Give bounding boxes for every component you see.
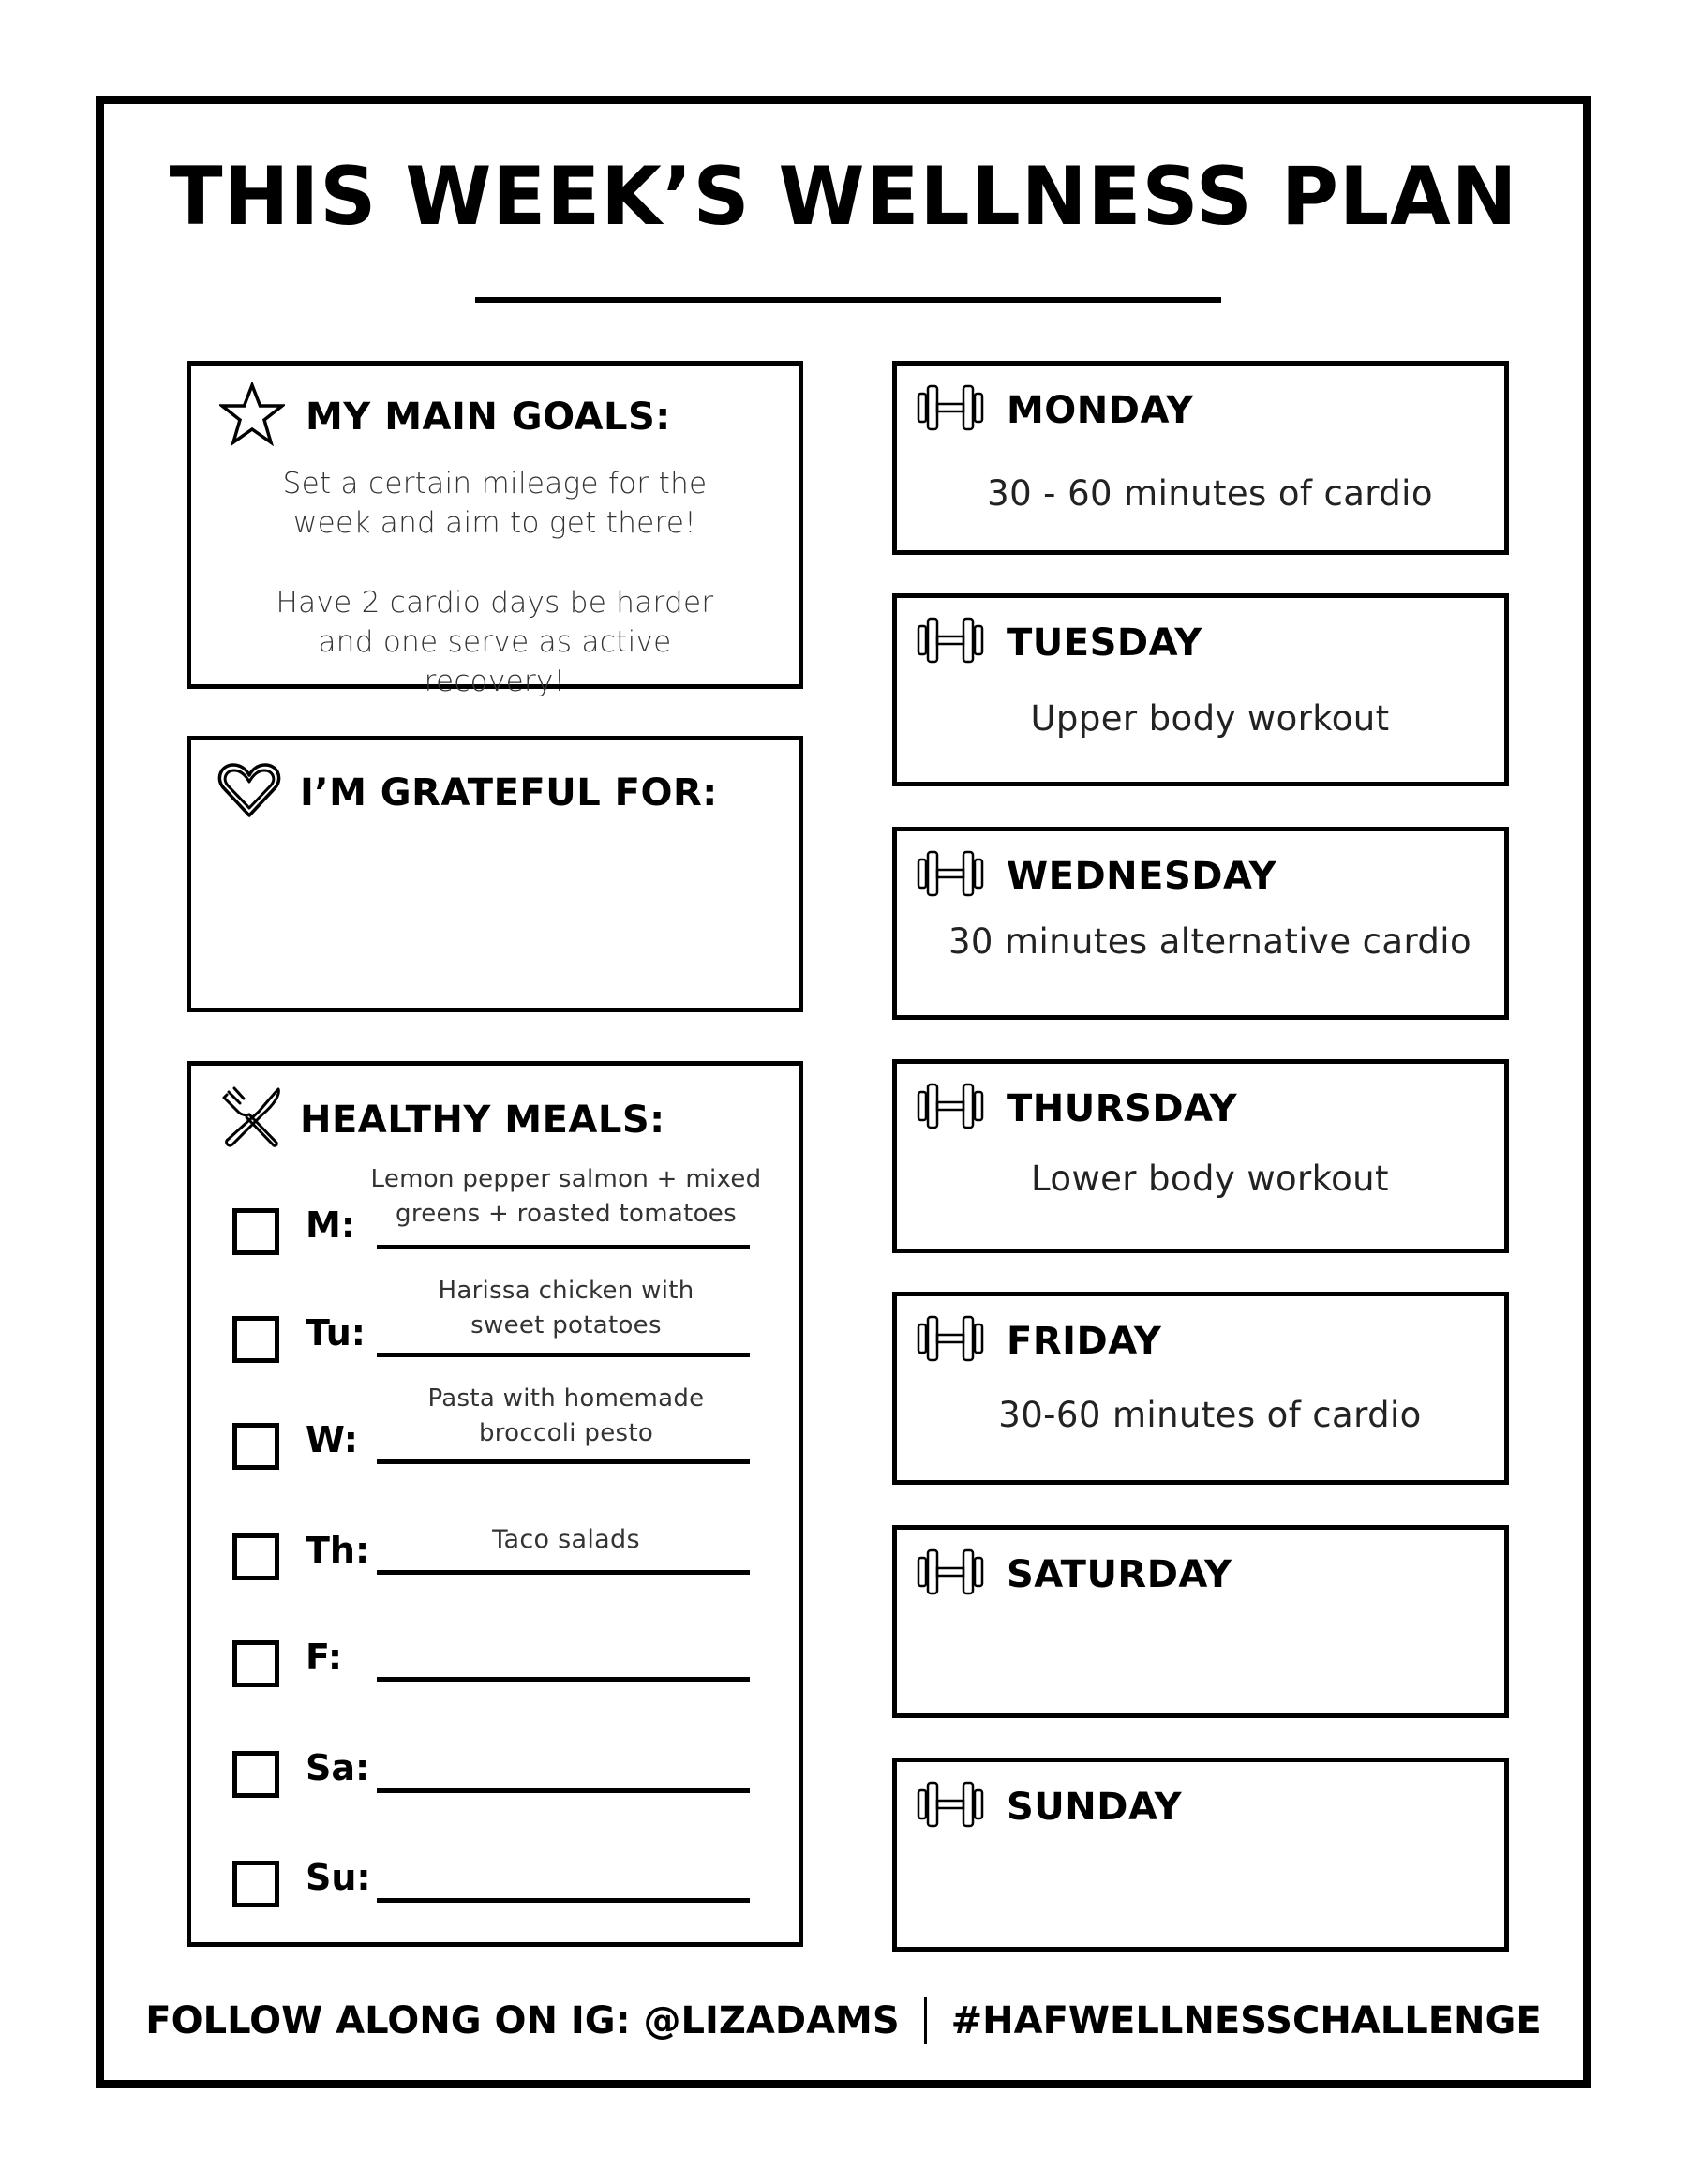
day-header	[917, 1781, 1182, 1832]
grateful-input-area[interactable]	[210, 844, 780, 989]
meal-text-line2: greens + roasted tomatoes	[396, 1200, 737, 1228]
day-workout[interactable]: Upper body workout	[1030, 698, 1390, 739]
day-name: SATURDAY	[1007, 1552, 1232, 1596]
meal-entry-line-saturday[interactable]	[377, 1788, 750, 1793]
dumbbell-icon	[917, 1781, 984, 1832]
meal-checkbox-monday[interactable]	[232, 1208, 279, 1255]
heart-icon	[217, 761, 281, 824]
dumbbell-icon	[917, 1315, 984, 1367]
goals-header	[219, 382, 671, 451]
meal-entry-line-monday[interactable]	[377, 1245, 750, 1249]
dumbbell-icon	[917, 1548, 984, 1600]
meal-label: Su:	[306, 1857, 371, 1898]
dumbbell-icon	[917, 850, 984, 902]
day-header	[917, 850, 1276, 902]
day-header	[917, 1548, 1232, 1600]
goal-item: Have 2 cardio days be harder and one serve as active recovery!	[276, 586, 714, 698]
dumbbell-icon	[917, 1083, 984, 1134]
page-title: THIS WEEK’S WELLNESS PLAN	[169, 150, 1518, 244]
day-name: MONDAY	[1007, 388, 1194, 432]
star-icon	[219, 382, 285, 451]
meal-label: Tu:	[306, 1312, 366, 1354]
day-box-wednesday	[892, 827, 1509, 1020]
meal-entry-line-tuesday[interactable]	[377, 1353, 750, 1357]
grateful-header	[217, 761, 718, 824]
meal-entry-line-wednesday[interactable]	[377, 1459, 750, 1464]
meal-label: M:	[306, 1204, 356, 1246]
title-underline	[475, 297, 1221, 303]
day-box-monday	[892, 361, 1509, 555]
grateful-box	[187, 736, 803, 1012]
day-name: FRIDAY	[1007, 1319, 1162, 1363]
footer-hashtag: #HAFWELLNESSCHALLENGE	[950, 1999, 1542, 2042]
footer-divider	[924, 1997, 927, 2044]
day-box-saturday	[892, 1525, 1509, 1718]
day-header	[917, 617, 1202, 668]
day-workout[interactable]: 30 - 60 minutes of cardio	[987, 473, 1433, 514]
footer	[0, 1993, 1687, 2049]
meal-checkbox-friday[interactable]	[232, 1640, 279, 1687]
meal-label: Th:	[306, 1530, 370, 1571]
day-workout[interactable]: Lower body workout	[1031, 1159, 1389, 1199]
day-name: TUESDAY	[1007, 621, 1202, 665]
meal-checkbox-sunday[interactable]	[232, 1861, 279, 1907]
meal-text-line1: Lemon pepper salmon + mixed	[370, 1165, 762, 1193]
day-box-tuesday	[892, 593, 1509, 786]
goal-item: Set a certain mileage for the week and aim to get there!	[282, 467, 708, 540]
meal-text-line2: Taco salads	[492, 1525, 640, 1554]
meal-text-line2: sweet potatoes	[470, 1311, 662, 1339]
day-box-sunday	[892, 1758, 1509, 1952]
meal-text-line1: Harissa chicken with	[438, 1277, 694, 1305]
meal-label: Sa:	[306, 1747, 370, 1788]
day-header	[917, 1083, 1237, 1134]
meal-entry-line-sunday[interactable]	[377, 1898, 750, 1903]
meal-checkbox-tuesday[interactable]	[232, 1316, 279, 1363]
meals-box	[187, 1061, 803, 1947]
meal-text-line2: broccoli pesto	[478, 1419, 654, 1447]
dumbbell-icon	[917, 617, 984, 668]
dumbbell-icon	[917, 384, 984, 436]
goals-text[interactable]	[191, 464, 799, 741]
day-header	[917, 384, 1194, 436]
goals-box	[187, 361, 803, 698]
day-name: WEDNESDAY	[1007, 854, 1277, 898]
meal-label: W:	[306, 1419, 358, 1460]
goals-heading: MY MAIN GOALS:	[306, 395, 671, 439]
day-name: SUNDAY	[1007, 1785, 1183, 1829]
day-workout[interactable]: 30 minutes alternative cardio	[948, 921, 1472, 962]
day-box-friday	[892, 1292, 1509, 1485]
meal-entry-line-friday[interactable]	[377, 1677, 750, 1682]
footer-follow-text: FOLLOW ALONG ON IG: @LIZADAMS	[145, 1999, 900, 2042]
day-name: THURSDAY	[1007, 1086, 1238, 1130]
meal-checkbox-wednesday[interactable]	[232, 1423, 279, 1470]
meal-entry-line-thursday[interactable]	[377, 1570, 750, 1575]
meal-checkbox-thursday[interactable]	[232, 1533, 279, 1580]
meal-label: F:	[306, 1637, 343, 1678]
grateful-heading: I’M GRATEFUL FOR:	[300, 770, 718, 815]
meal-checkbox-saturday[interactable]	[232, 1751, 279, 1798]
meal-text-line1: Pasta with homemade	[427, 1384, 705, 1413]
meals-heading: HEALTHY MEALS:	[300, 1098, 665, 1142]
day-header	[917, 1315, 1161, 1367]
day-box-thursday	[892, 1059, 1509, 1253]
day-workout[interactable]: 30-60 minutes of cardio	[998, 1395, 1422, 1435]
